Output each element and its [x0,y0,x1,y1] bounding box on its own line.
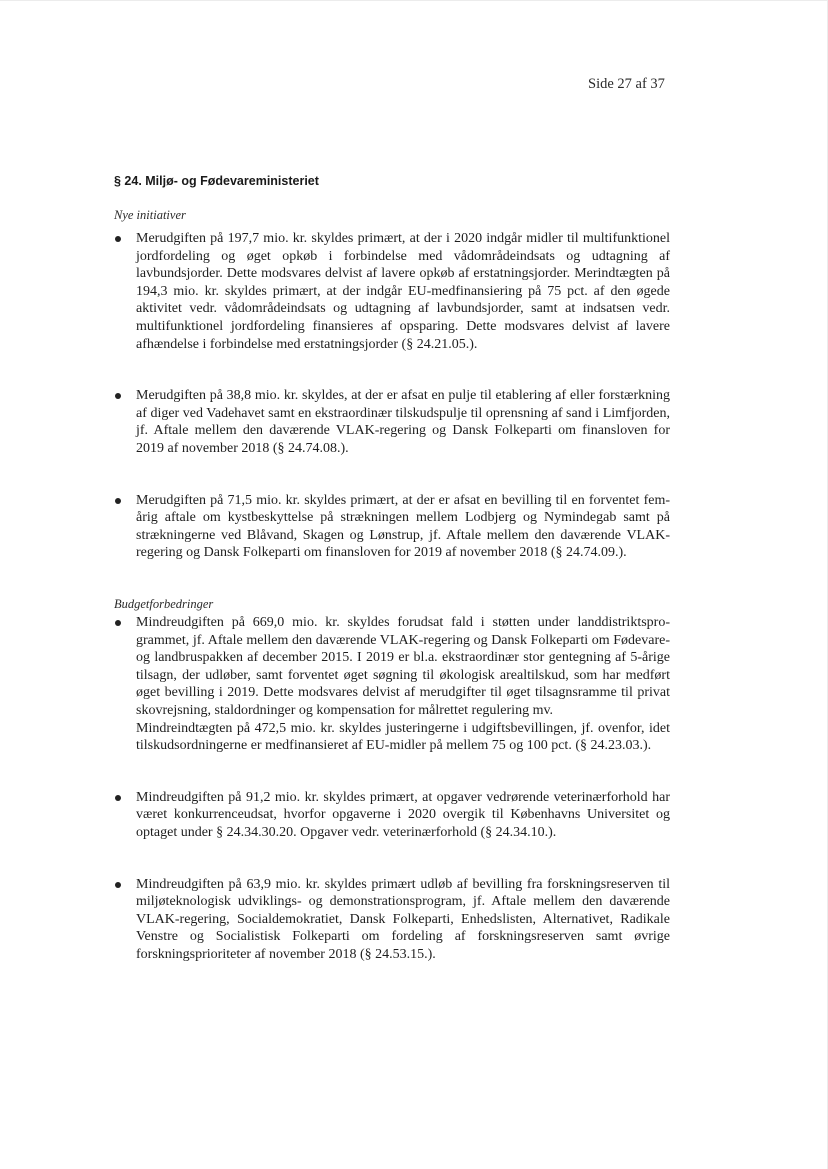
list-item [114,492,670,562]
bullet-icon [115,795,121,801]
item-paragraph: Merudgiften på 38,8 mio. kr. skyldes, at der er afsat en pulje til etablering af eller forstærkning af diger ved Vadehavet samt en ekstraordinær tilskudspulje til oprensning af sand i Limfjorden, jf. Aftale mellem den daværende VLAK-regering og Dansk Folkeparti om finansloven for 2019 af november 2018 (§ 24.74.08.). [136,388,670,456]
item-paragraph: Mindreudgiften på 91,2 mio. kr. skyldes primært, at opgaver vedrørende veterinærforhold har været konkurrenceudsat, hvorfor opgaverne i 2020 overgik til Københavns Universitet og optaget under § 24.34.30.20. Opgaver vedr. veterinærforhold (§ 24.34.10.). [136,789,670,840]
item-paragraph-continued: Mindreindtægten på 472,5 mio. kr. skyldes justeringerne i udgiftsbevillingen, jf. ovenfor, idet tilskudsordningerne er medfinansieret af EU-midler på mellem 75 og 100 pct. (§ 24.23.03.). [136,720,670,754]
item-paragraph: Mindreudgiften på 669,0 mio. kr. skyldes forudsat fald i støtten under landdistriktsprogrammet, jf. Aftale mellem den daværende VLAK-regering og Dansk Folkeparti om Fødevare- og landbruspakken af december 2015. I 2019 er bl.a. ekstraordinær stor gentegning af 5-årige tilsagn, der udløber, samt forventet øget søgning til økologisk arealtilskud, som har medført øget bevilling i 2019. Dette modsvares delvist af merudgifter til øget tilsagnsramme til privat skovrejsning, staldordninger og kompensation for målrettet regulering mv. [136,615,670,718]
section-title: § 24. Miljø- og Fødevareministeriet [114,174,319,188]
bullet-icon [115,620,121,626]
subheading-budgetforbedringer: Budgetforbedringer [114,597,214,611]
list-item [114,387,670,457]
list-item [114,614,670,755]
list-item [114,876,670,964]
bullet-icon [115,236,121,242]
subheading-nye-initiativer: Nye initiativer [114,208,186,222]
item-paragraph: Merudgiften på 71,5 mio. kr. skyldes primært, at der er afsat en bevilling til en forventet fem-årig aftale om kystbeskyttelse på strækningen mellem Lodbjerg og Nymindegab samt på strækningerne ved Blåvand, Skagen og Lønstrup, jf. Aftale mellem den daværende VLAK-regering og Dansk Folkeparti om finansloven for 2019 af november 2018 (§ 24.74.09.). [136,492,670,561]
nye-initiativer-list [114,230,670,596]
page-number: Side 27 af 37 [588,76,665,92]
bullet-icon [115,393,121,399]
budgetforbedringer-list [114,614,670,998]
item-paragraph: Mindreudgiften på 63,9 mio. kr. skyldes primært udløb af bevilling fra forskningsreserven til miljøteknologisk udviklings- og demonstrationsprogram, jf. Aftale mellem den daværende VLAK-regering, Socialdemokratiet, Dansk Folkeparti, Enhedslisten, Alternativet, Radikale Venstre og Socialistisk Folkeparti om fordeling af forskningsreserven samt øvrige forskningsprioriteter af november 2018 (§ 24.53.15.). [136,876,670,962]
list-item [114,789,670,842]
bullet-icon [115,882,121,888]
bullet-icon [115,498,121,504]
list-item [114,230,670,353]
item-paragraph: Merudgiften på 197,7 mio. kr. skyldes primært, at der i 2020 indgår midler til multifunktionel jordfordeling og øget opkøb i forbindelse med vådområdeindsats og udtagning af lavbundsjorder. Dette modsvares delvist af lavere opkøb af erstatningsjorder. Merindtægten på 194,3 mio. kr. skyldes primært, at der indgår EU-medfinansiering på 75 pct. af den øgede aktivitet vedr. vådområdeindsats og udtagning af lavbundsjorder, samt at indsatsen vedr. multifunktionel jordfordeling finansieres af opsparing. Dette modsvares delvist af lavere afhændelse i forbindelse med erstatningsjorder (§ 24.21.05.). [136,231,670,352]
